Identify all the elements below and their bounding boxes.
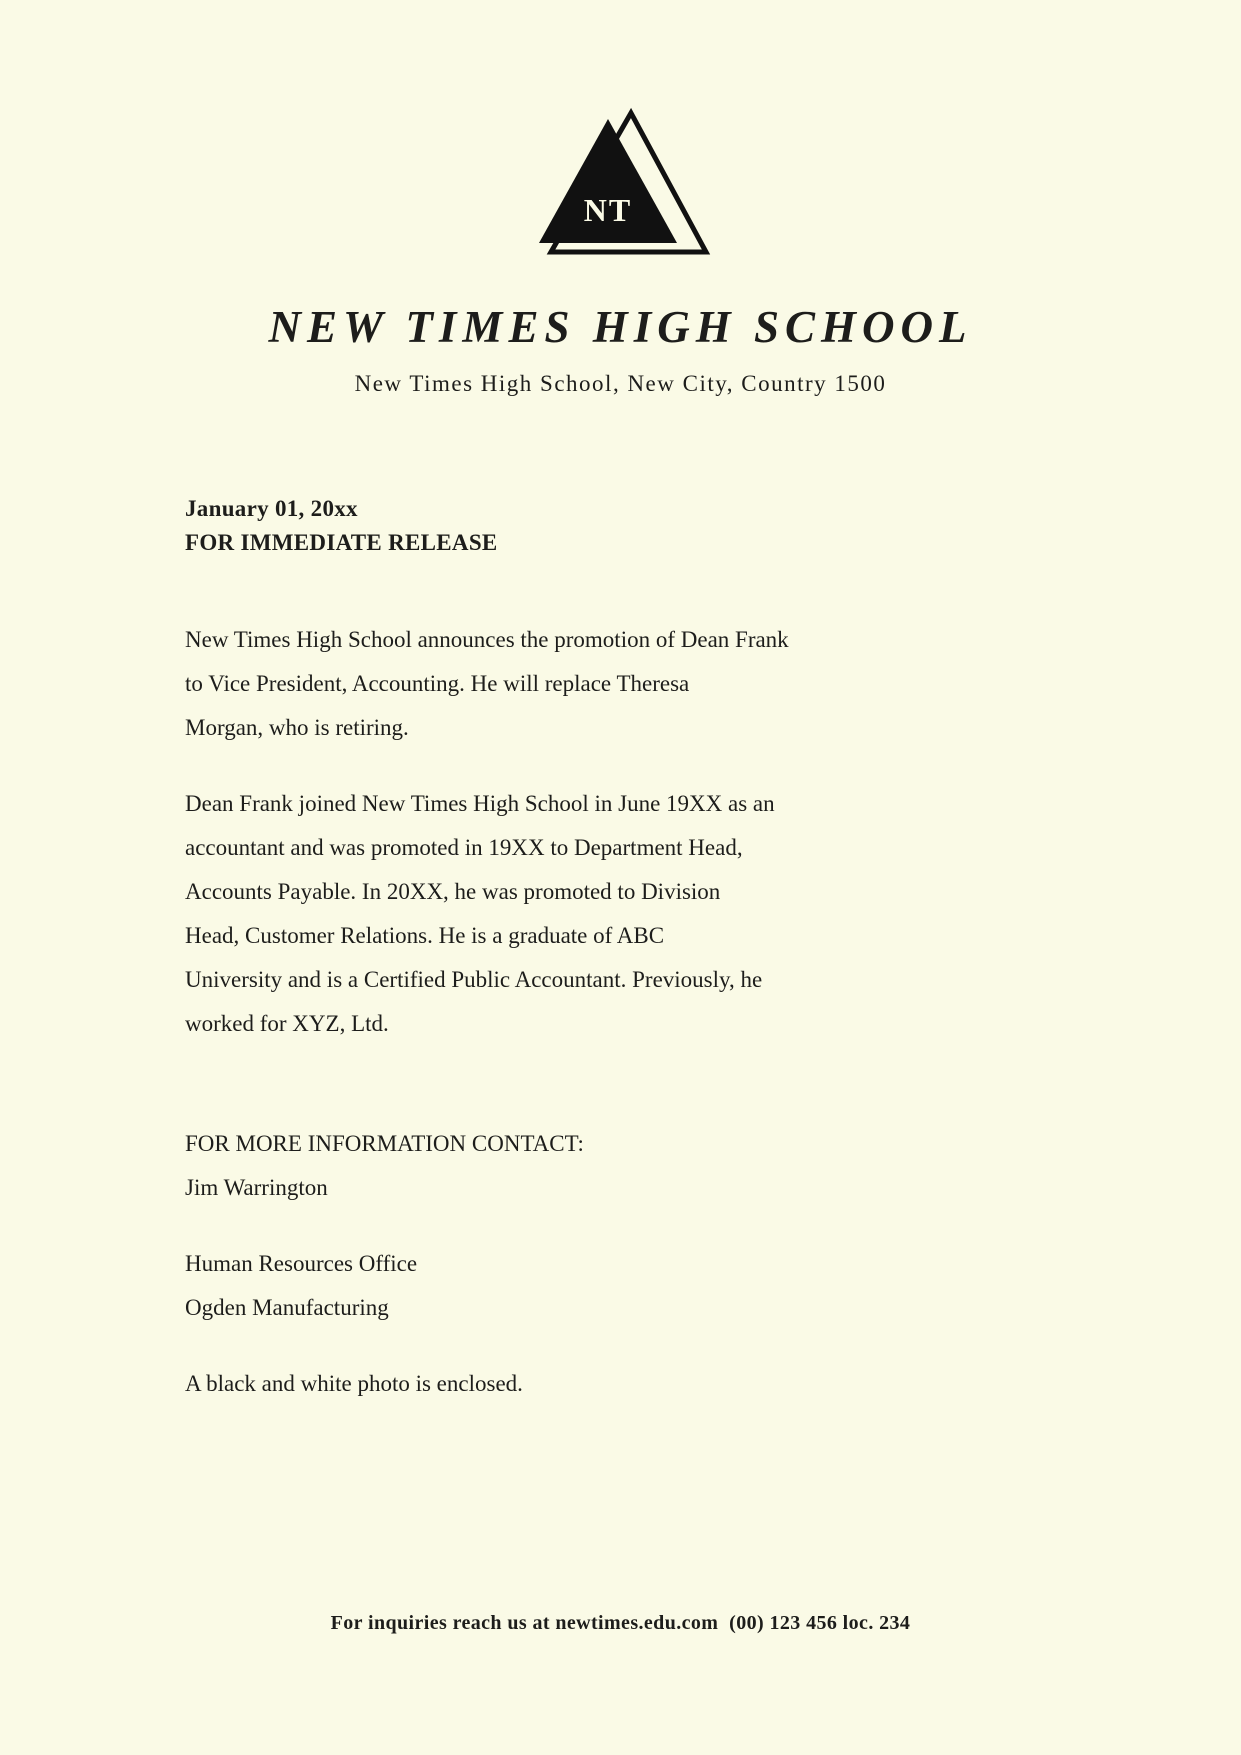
footer-contact-info: For inquiries reach us at newtimes.edu.com (00) 123 456 loc. 234	[330, 1612, 911, 1634]
paragraph-line: Head, Customer Relations. He is a graduate of ABC	[185, 923, 665, 948]
release-block	[185, 492, 1241, 560]
release-date: January 01, 20xx	[185, 496, 358, 521]
school-logo	[0, 0, 1241, 257]
paragraph-line: accountant and was promoted in 19XX to Department Head,	[185, 835, 743, 860]
logo-monogram: NT	[583, 192, 633, 228]
paragraph-biography	[185, 782, 1241, 1046]
photo-note: A black and white photo is enclosed.	[185, 1371, 523, 1396]
contact-heading: FOR MORE INFORMATION CONTACT:	[185, 1131, 584, 1156]
paragraph-line: Accounts Payable. In 20XX, he was promoted to Division	[185, 879, 721, 904]
paragraph-line: to Vice President, Accounting. He will replace Theresa	[185, 671, 690, 696]
paragraph-line: worked for XYZ, Ltd.	[185, 1011, 389, 1036]
paragraph-line: Morgan, who is retiring.	[185, 715, 409, 740]
contact-block	[185, 1122, 1241, 1210]
release-label: FOR IMMEDIATE RELEASE	[185, 530, 498, 555]
school-name-title: NEW TIMES HIGH SCHOOL	[268, 302, 973, 352]
school-address: New Times High School, New City, Country 1500	[354, 371, 887, 396]
paragraph-announcement	[185, 618, 1241, 750]
contact-office: Human Resources Office	[185, 1251, 418, 1276]
paragraph-line: University and is a Certified Public Accountant. Previously, he	[185, 967, 763, 992]
nt-triangle-logo-icon	[528, 95, 713, 257]
contact-company: Ogden Manufacturing	[185, 1295, 389, 1320]
office-block	[185, 1242, 1241, 1330]
contact-name: Jim Warrington	[185, 1175, 328, 1200]
paragraph-line: Dean Frank joined New Times High School in June 19XX as an	[185, 791, 775, 816]
paragraph-line: New Times High School announces the promotion of Dean Frank	[185, 627, 789, 652]
